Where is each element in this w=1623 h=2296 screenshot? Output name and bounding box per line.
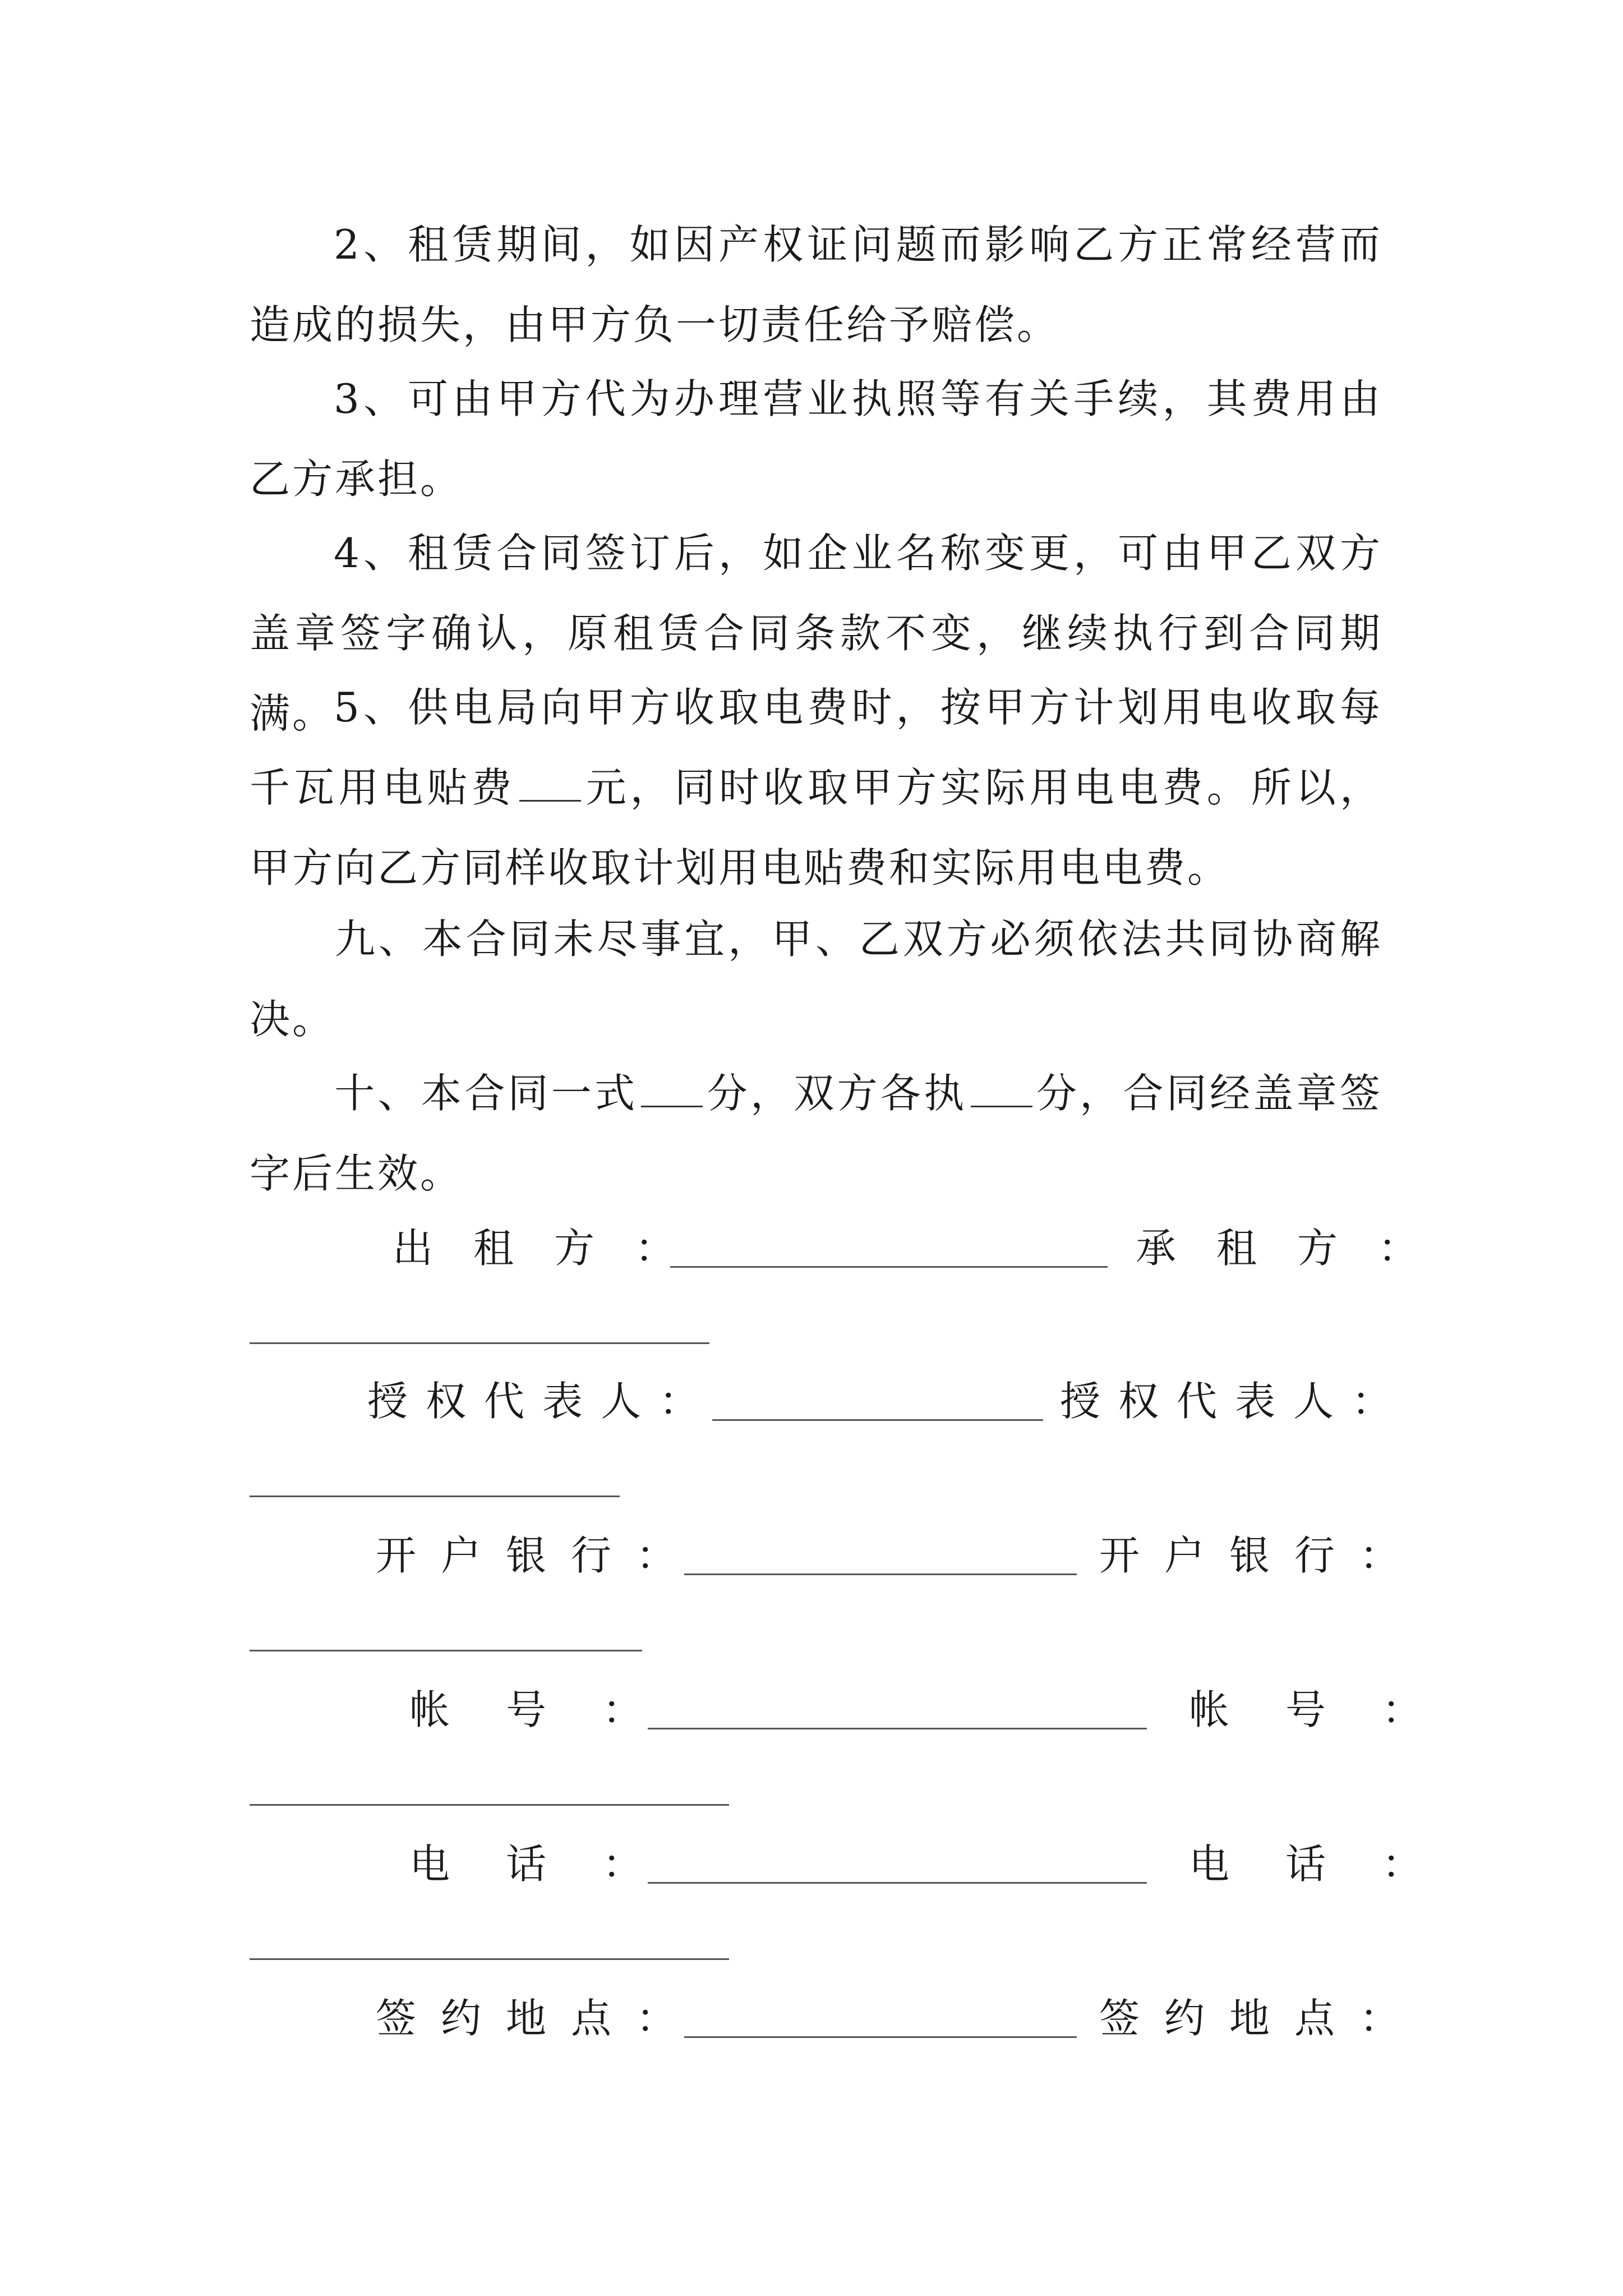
place-label-left-text: 签约地点：	[376, 1995, 702, 2042]
lessee-label	[1136, 1220, 1459, 1276]
rep-label-left-text: 授权代表人：	[367, 1378, 718, 1425]
clause-2-text: 2、租赁期间，如因产权证问题而影响乙方正常经营而造成的损失，由甲方负一切责任给予赔偿。	[250, 221, 1382, 348]
lessee-label-text: 承租方：	[1136, 1225, 1459, 1272]
lessor-label-text: 出租方：	[393, 1225, 716, 1272]
place-label-right	[1099, 1990, 1424, 2046]
account-label-left	[409, 1682, 699, 1738]
clause-5-text-b: 元，同时收取甲方实际用电电费。所以，甲方向乙方同样收取计划用电贴费和实际用电电费。	[250, 764, 1382, 891]
clause-3	[250, 359, 1382, 519]
rep-label-right	[1060, 1373, 1410, 1429]
signature-row-rep	[0, 1373, 1623, 1429]
place-label-left	[376, 1990, 701, 2046]
place-label-right-text: 签约地点：	[1099, 1995, 1425, 2042]
bank-line-right	[250, 1650, 642, 1651]
bank-line-left	[684, 1573, 1077, 1575]
account-label-right-text: 帐号：	[1189, 1686, 1479, 1733]
lessor-label	[393, 1220, 716, 1276]
account-label-left-text: 帐号：	[409, 1686, 699, 1733]
place-line-left	[684, 2036, 1077, 2038]
rep-label-left	[367, 1373, 717, 1429]
clause-5-text-a: 5、供电局向甲方收取电费时，按甲方计划用电收取每千瓦用电贴费	[250, 684, 1382, 811]
clause-10-text-c: 分，合同经盖章签字后生效。	[250, 1070, 1382, 1197]
lessor-line	[670, 1266, 1108, 1268]
clause-9-text: 九、本合同未尽事宜，甲、乙双方必须依法共同协商解决。	[250, 915, 1382, 1043]
clause-5	[250, 668, 1382, 908]
clause-9	[250, 899, 1382, 1060]
phone-label-left	[409, 1836, 699, 1892]
bank-label-left-text: 开户银行：	[376, 1532, 702, 1579]
clause-10	[250, 1053, 1382, 1214]
fee-blank	[519, 772, 581, 802]
rep-label-right-text: 授权代表人：	[1060, 1378, 1410, 1425]
bank-label-right-text: 开户银行：	[1099, 1532, 1425, 1579]
clause-10-text-b: 分，双方各执	[706, 1070, 967, 1117]
phone-label-right-text: 电话：	[1189, 1841, 1479, 1888]
clause-3-text: 3、可由甲方代为办理营业执照等有关手续，其费用由乙方承担。	[250, 375, 1382, 503]
phone-label-right	[1189, 1836, 1478, 1892]
signature-row-account	[0, 1682, 1623, 1738]
account-line-left	[648, 1728, 1147, 1729]
rep-line-right	[250, 1496, 620, 1497]
rep-line-left	[712, 1419, 1043, 1421]
clause-10-text-a: 十、本合同一式	[334, 1070, 638, 1117]
lessee-line	[250, 1342, 709, 1344]
account-label-right	[1189, 1682, 1478, 1738]
bank-label-right	[1099, 1527, 1424, 1584]
signature-row-lessor	[0, 1220, 1623, 1276]
bank-label-left	[376, 1527, 701, 1584]
clause-4-text: 4、租赁合同签订后，如企业名称变更，可由甲乙双方盖章签字确认，原租赁合同条款不变，继续执行到合同期满。	[250, 530, 1382, 737]
signature-row-place	[0, 1990, 1623, 2046]
phone-line-left	[648, 1882, 1147, 1884]
signature-row-bank	[0, 1527, 1623, 1584]
copies-blank	[641, 1078, 703, 1107]
clause-2	[250, 205, 1382, 365]
signature-row-phone	[0, 1836, 1623, 1892]
phone-line-right	[250, 1958, 729, 1960]
account-line-right	[250, 1804, 729, 1806]
each-copies-blank	[971, 1078, 1032, 1107]
phone-label-left-text: 电话：	[409, 1841, 699, 1888]
